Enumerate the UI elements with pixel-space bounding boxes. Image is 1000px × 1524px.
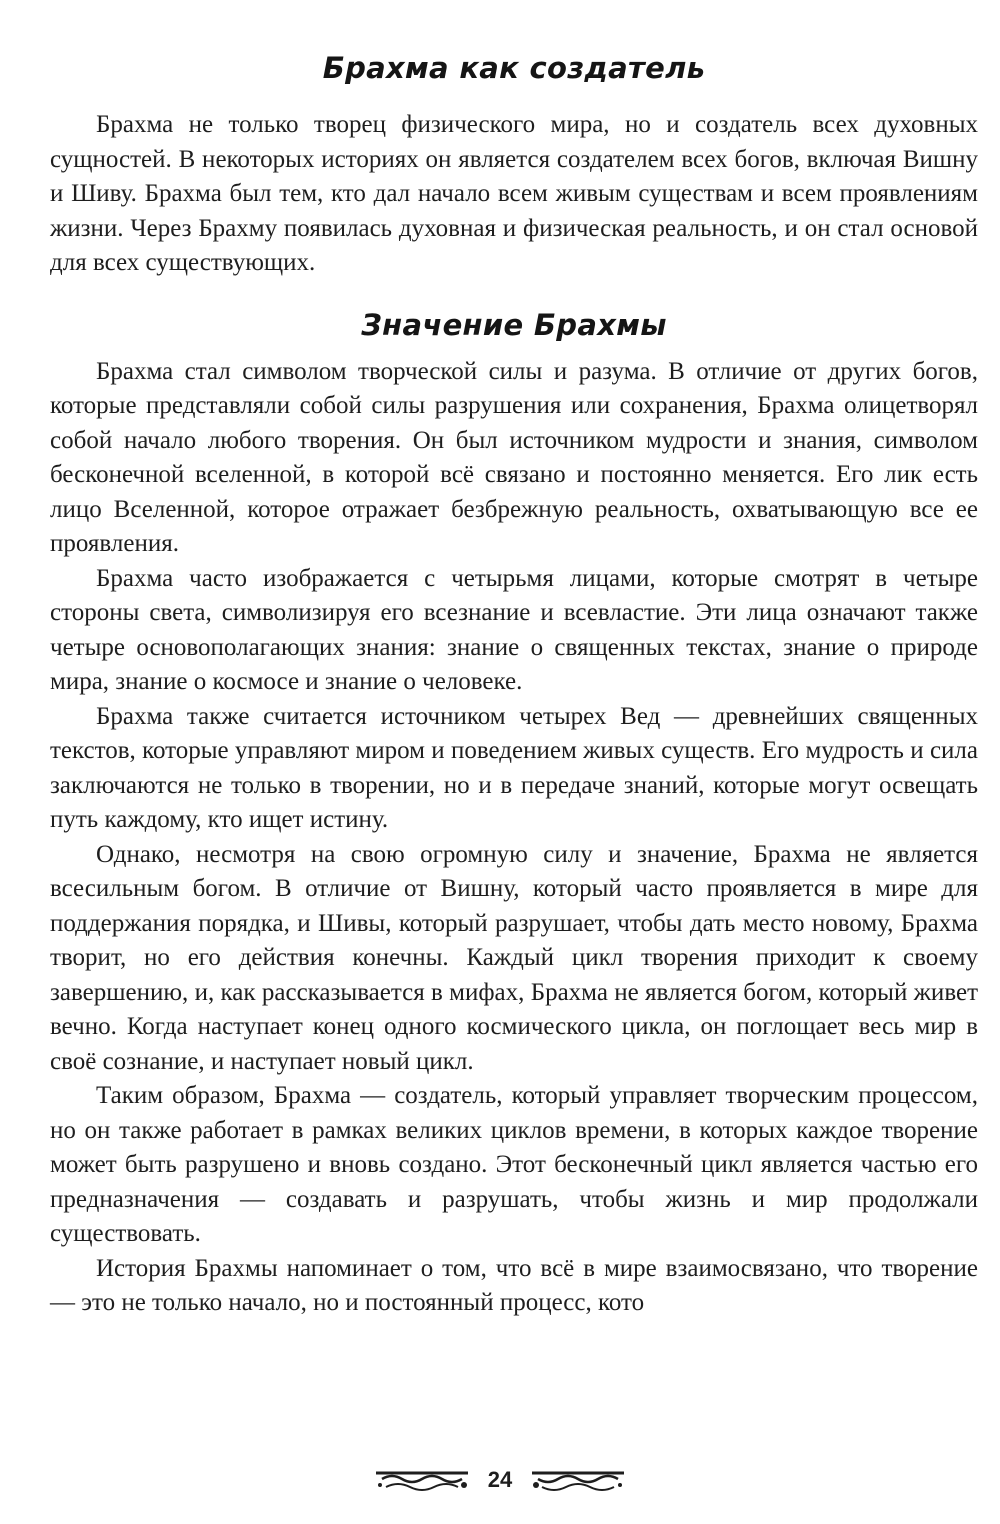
paragraph: Брахма часто изображается с четырьмя лицами, которые смотрят в четыре стороны света, символизируя его всезнание и всевластие. Эти лица означают также четыре основополагающих знания: знание о священных текстах, знание о природе мира, знание о космосе и знание о человеке. — [50, 564, 978, 695]
book-page — [50, 40, 978, 1480]
section-title-brahma-meaning: Значение Брахмы — [361, 307, 667, 342]
ornament-right-icon — [528, 1465, 628, 1495]
ornament-left-icon — [372, 1465, 472, 1495]
paragraph: Брахма не только творец физического мира, но и создатель всех духовных сущностей. В некоторых историях он является создателем всех богов, включая Вишну и Шиву. Брахма был тем, кто дал начало всем живым существам и всем проявлениям жизни. Через Брахму появилась духовная и физическая реальность, и он стал основой для всех существующих. — [50, 111, 978, 276]
paragraph: Брахма также считается источником четырех Вед — древнейших священных текстов, которые управляют миром и поведением живых существ. Его мудрость и сила заключаются не только в творении, но и в передаче знаний, которые могут освещать путь каждому, кто ищет истину. — [50, 702, 978, 833]
paragraph: Брахма стал символом творческой силы и разума. В отличие от других богов, которые представляли собой силы разрушения или сохранения, Брахма олицетворял собой начало любого творения. Он был источником мудрости и знания, символом бесконечной вселенной, в которой всё связано и постоянно меняется. Его лик есть лицо Вселенной, которое отражает безбрежную реальность, охватывающую все ее проявления. — [50, 357, 978, 557]
page-number: 24 — [487, 1467, 513, 1492]
paragraph: Однако, несмотря на свою огромную силу и значение, Брахма не является всесильным богом. В отличие от Вишну, который часто проявляется в мире для поддержания порядка, и Шивы, который разрушает, чтобы дать место новому, Брахма творит, но его действия конечны. Каждый цикл творения приходит к своему завершению, и, как рассказывается в мифах, Брахма не является богом, который живет вечно. Когда наступает конец одного космического цикла, он поглощает весь мир в своё сознание, и наступает новый цикл. — [50, 840, 978, 1075]
paragraph: История Брахмы напоминает о том, что всё в мире взаимосвязано, что творение — это не только начало, но и постоянный процесс, кото — [50, 1254, 978, 1316]
page-footer — [0, 1460, 1000, 1500]
paragraph: Таким образом, Брахма — создатель, который управляет творческим процессом, но он также работает в рамках великих циклов времени, в которых каждое творение может быть разрушено и вновь создано. Этот бесконечный цикл является частью его предназначения — создавать и разрушать, чтобы жизнь и мир продолжали существовать. — [50, 1082, 978, 1247]
section-title-brahma-creator: Брахма как создатель — [322, 51, 706, 85]
